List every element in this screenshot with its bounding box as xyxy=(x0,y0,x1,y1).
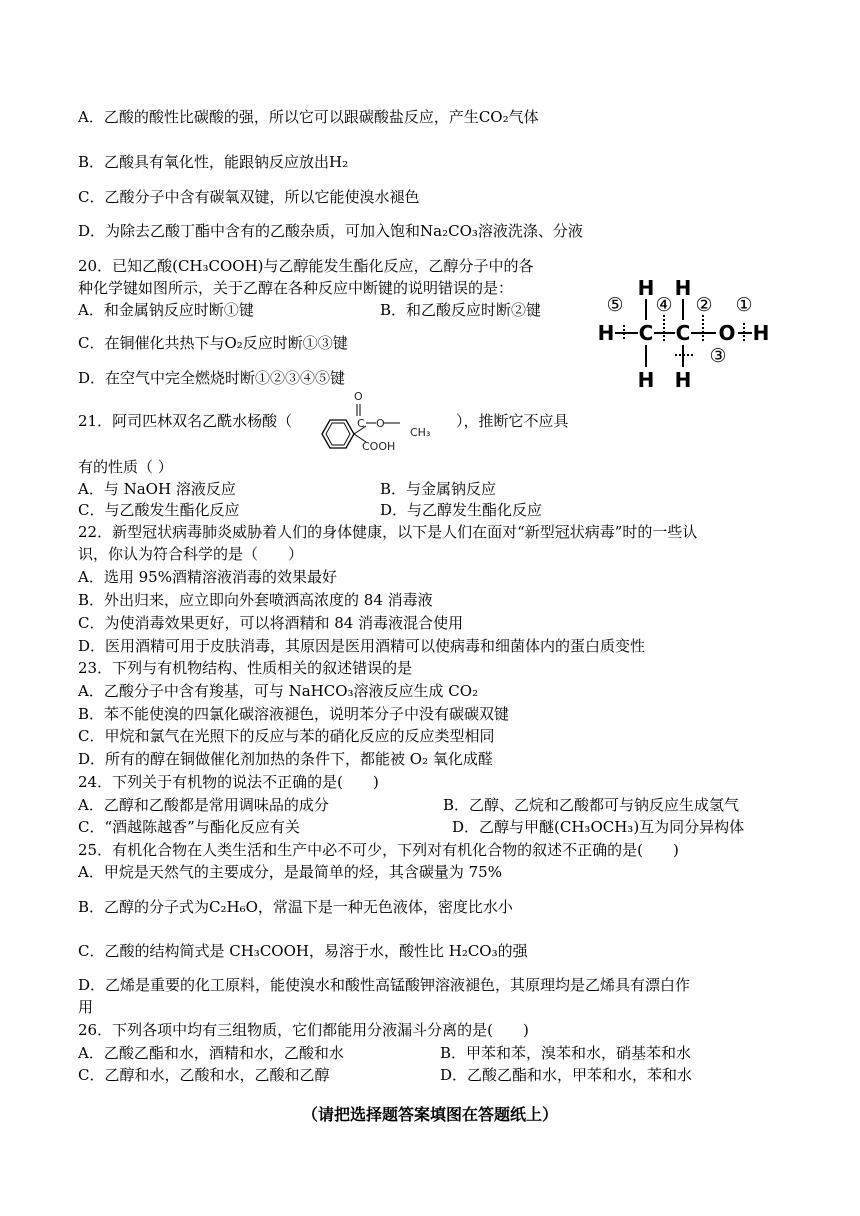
q25-option-a: A．甲烷是天然气的主要成分，是最简单的烃，其含碳量为 75% xyxy=(78,863,502,881)
atom-c2: C xyxy=(675,321,691,345)
q25-stem: 25．有机化合物在人类生活和生产中必不可少，下列对有机化合物的叙述不正确的是( ) xyxy=(78,841,679,859)
q25-option-b: B．乙醇的分子式为C₂H₆O，常温下是一种无色液体，密度比水小 xyxy=(78,898,513,916)
q20-option-a: A．和金属钠反应时断①键 xyxy=(78,301,254,319)
bond-label-3: ③ xyxy=(709,345,727,367)
q24-stem: 24．下列关于有机物的说法不正确的是( ) xyxy=(78,773,379,791)
q25-option-c: C．乙酸的结构简式是 CH₃COOH，易溶于水，酸性比 H₂CO₃的强 xyxy=(78,942,528,960)
aspirin-label-cooh: COOH xyxy=(362,440,396,453)
q20-stem-line2: 种化学键如图所示，关于乙醇在各种反应中断键的说明错误的是： xyxy=(78,279,514,297)
ethanol-bond-diagram xyxy=(594,275,776,393)
q23-option-b: B．苯不能使溴的四氯化碳溶液褪色，说明苯分子中没有碳碳双键 xyxy=(78,705,510,723)
q22-option-b: B．外出归来，应立即向外套喷洒高浓度的 84 消毒液 xyxy=(78,591,433,609)
q22-option-d: D．医用酒精可用于皮肤消毒，其原因是医用酒精可以使病毒和细菌体内的蛋白质变性 xyxy=(78,637,646,655)
q20-option-c: C．在铜催化共热下与O₂反应时断①③键 xyxy=(78,334,348,352)
aspirin-structure xyxy=(316,390,450,456)
atom-h-bottom-2: H xyxy=(674,368,692,392)
q26-stem: 26．下列各项中均有三组物质，它们都能用分液漏斗分离的是( ) xyxy=(78,1021,529,1039)
q22-option-a: A．选用 95%酒精溶液消毒的效果最好 xyxy=(78,568,337,586)
atom-h-left: H xyxy=(597,321,615,345)
q21-option-c: C．与乙酸发生酯化反应 xyxy=(78,501,240,519)
q26-option-d: D．乙酸乙酯和水，甲苯和水，苯和水 xyxy=(440,1066,693,1084)
q20-stem-line1: 20．已知乙酸(CH₃COOH)与乙醇能发生酯化反应，乙醇分子中的各 xyxy=(78,257,534,275)
q21-option-a: A．与 NaOH 溶液反应 xyxy=(78,480,236,498)
atom-o: O xyxy=(718,321,736,345)
q21-stem-post: ），推断它不应具 xyxy=(456,412,569,430)
q26-option-c: C．乙醇和水，乙酸和水，乙酸和乙醇 xyxy=(78,1066,330,1084)
q20-option-b: B．和乙酸反应时断②键 xyxy=(380,301,542,319)
aspirin-label-c: C xyxy=(357,417,365,430)
q22-option-c: C．为使消毒效果更好，可以将酒精和 84 消毒液混合使用 xyxy=(78,614,464,632)
q23-stem: 23．下列与有机物结构、性质相关的叙述错误的是 xyxy=(78,659,413,677)
q24-option-d: D．乙醇与甲醚(CH₃OCH₃)互为同分异构体 xyxy=(452,818,745,836)
q24-option-a: A．乙醇和乙酸都是常用调味品的成分 xyxy=(78,796,329,814)
bond-label-4: ④ xyxy=(655,294,673,316)
q25-option-d-line1: D．乙烯是重要的化工原料，能使溴水和酸性高锰酸钾溶液褪色，其原理均是乙烯具有漂白作 xyxy=(78,976,691,994)
q23-option-c: C．甲烷和氯气在光照下的反应与苯的硝化反应的反应类型相同 xyxy=(78,727,495,745)
aspirin-label-o-top: O xyxy=(354,390,363,403)
q25-option-d-line2: 用 xyxy=(78,998,94,1016)
q19-option-a: A．乙酸的酸性比碳酸的强，所以它可以跟碳酸盐反应，产生CO₂气体 xyxy=(78,108,539,126)
bond-label-2: ② xyxy=(695,294,713,316)
atom-h-right: H xyxy=(752,321,770,345)
q26-option-b: B．甲苯和苯，溴苯和水，硝基苯和水 xyxy=(440,1044,692,1062)
answer-sheet-note: （请把选择题答案填图在答题纸上） xyxy=(301,1105,558,1124)
q19-option-c: C．乙酸分子中含有碳氧双键，所以它能使溴水褪色 xyxy=(78,188,420,206)
q26-option-a: A．乙酸乙酯和水，酒精和水，乙酸和水 xyxy=(78,1044,344,1062)
bond-label-1: ① xyxy=(735,294,753,316)
bond-label-5: ⑤ xyxy=(606,294,624,316)
atom-h-bottom-1: H xyxy=(637,368,655,392)
aspirin-label-ch3: CH₃ xyxy=(410,426,431,439)
q21-option-b: B．与金属钠反应 xyxy=(380,480,497,498)
q20-option-d: D．在空气中完全燃烧时断①②③④⑤键 xyxy=(78,369,346,387)
q19-option-d: D．为除去乙酸丁酯中含有的乙酸杂质，可加入饱和Na₂CO₃溶液洗涤、分液 xyxy=(78,222,583,240)
q23-option-a: A．乙酸分子中含有羧基，可与 NaHCO₃溶液反应生成 CO₂ xyxy=(78,682,479,700)
q24-option-b: B．乙醇、乙烷和乙酸都可与钠反应生成氢气 xyxy=(443,796,740,814)
q24-option-c: C．“酒越陈越香”与酯化反应有关 xyxy=(78,818,300,836)
atom-h-top-2: H xyxy=(674,276,692,300)
q23-option-d: D．所有的醇在铜做催化剂加热的条件下，都能被 O₂ 氧化成醛 xyxy=(78,750,493,768)
q21-stem-line2: 有的性质（ ） xyxy=(78,458,173,476)
atom-h-top-1: H xyxy=(637,276,655,300)
q22-stem-line1: 22．新型冠状病毒肺炎威胁着人们的身体健康，以下是人们在面对“新型冠状病毒”时的一些认 xyxy=(78,523,698,541)
aspirin-label-o: O xyxy=(376,417,385,430)
q19-option-b: B．乙酸具有氧化性，能跟钠反应放出H₂ xyxy=(78,153,349,171)
q21-option-d: D．与乙醇发生酯化反应 xyxy=(380,501,543,519)
atom-c1: C xyxy=(638,321,654,345)
q21-stem-pre: 21．阿司匹林双名乙酰水杨酸（ xyxy=(78,412,293,430)
q22-stem-line2: 识，你认为符合科学的是（ ） xyxy=(78,545,304,563)
